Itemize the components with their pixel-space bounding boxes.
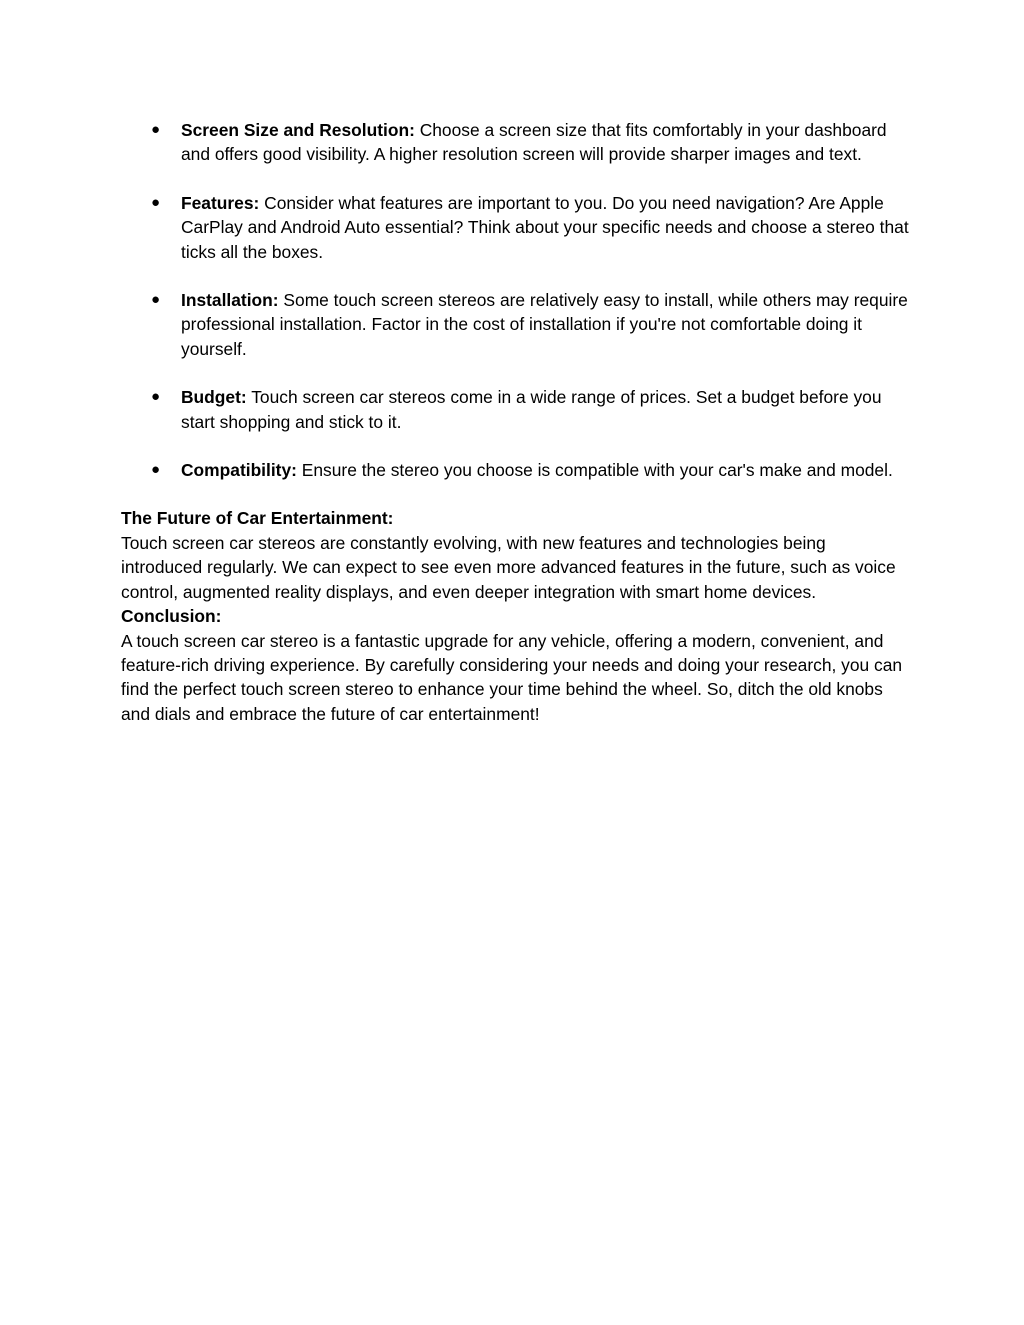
list-item-term: Features: [181,192,260,213]
list-item-text: Touch screen car stereos come in a wide range of prices. Set a budget before you start shopping and stick to it. [181,387,882,432]
list-item-term: Screen Size and Resolution: [181,120,415,140]
list-item-term: Budget: [181,387,247,408]
bullet-icon: ● [151,291,161,309]
conclusion-paragraph: A touch screen car stereo is a fantastic upgrade for any vehicle, offering a modern, convenient, and feature-rich driving experience. By carefully considering your needs and doing your research, you can find the perfect touch screen stereo to enhance your time behind the wheel. So, ditch the old knobs and dials and embrace the future of car entertainment! [121,630,903,724]
list-item [121,458,911,482]
future-heading: The Future of Car Entertainment: [121,508,394,529]
list-item-text: Ensure the stereo you choose is compatible with your car's make and model. [296,460,893,481]
document-page [121,118,911,726]
bullet-icon: ● [151,193,161,211]
list-item [121,118,911,167]
bullet-icon: ● [151,388,161,406]
conclusion-heading: Conclusion: [121,606,222,627]
list-item-text: Choose a screen size that fits comfortably in your dashboard and offers good visibility. A higher resolution screen will provide sharper images and text. [181,120,887,165]
list-item-term: Compatibility: [181,460,297,481]
list-item [121,385,911,434]
list-item-term: Installation: [181,290,279,311]
list-item-text: Consider what features are important to you. Do you need navigation? Are Apple CarPlay and Android Auto essential? Think about your specific needs and choose a stereo that ticks all the boxes. [181,192,909,262]
bullet-icon: ● [151,121,161,138]
future-paragraph: Touch screen car stereos are constantly evolving, with new features and technologies being introduced regularly. We can expect to see even more advanced features in the future, such as voice control, augmented reality displays, and even deeper integration with smart home devices. [121,532,896,602]
bullet-icon: ● [151,461,161,479]
list-item-text: Some touch screen stereos are relatively easy to install, while others may require professional installation. Factor in the cost of installation if you're not comfortable doing it yourself. [181,290,908,359]
list-item [121,288,911,361]
considerations-list [121,118,911,482]
list-item [121,191,911,264]
